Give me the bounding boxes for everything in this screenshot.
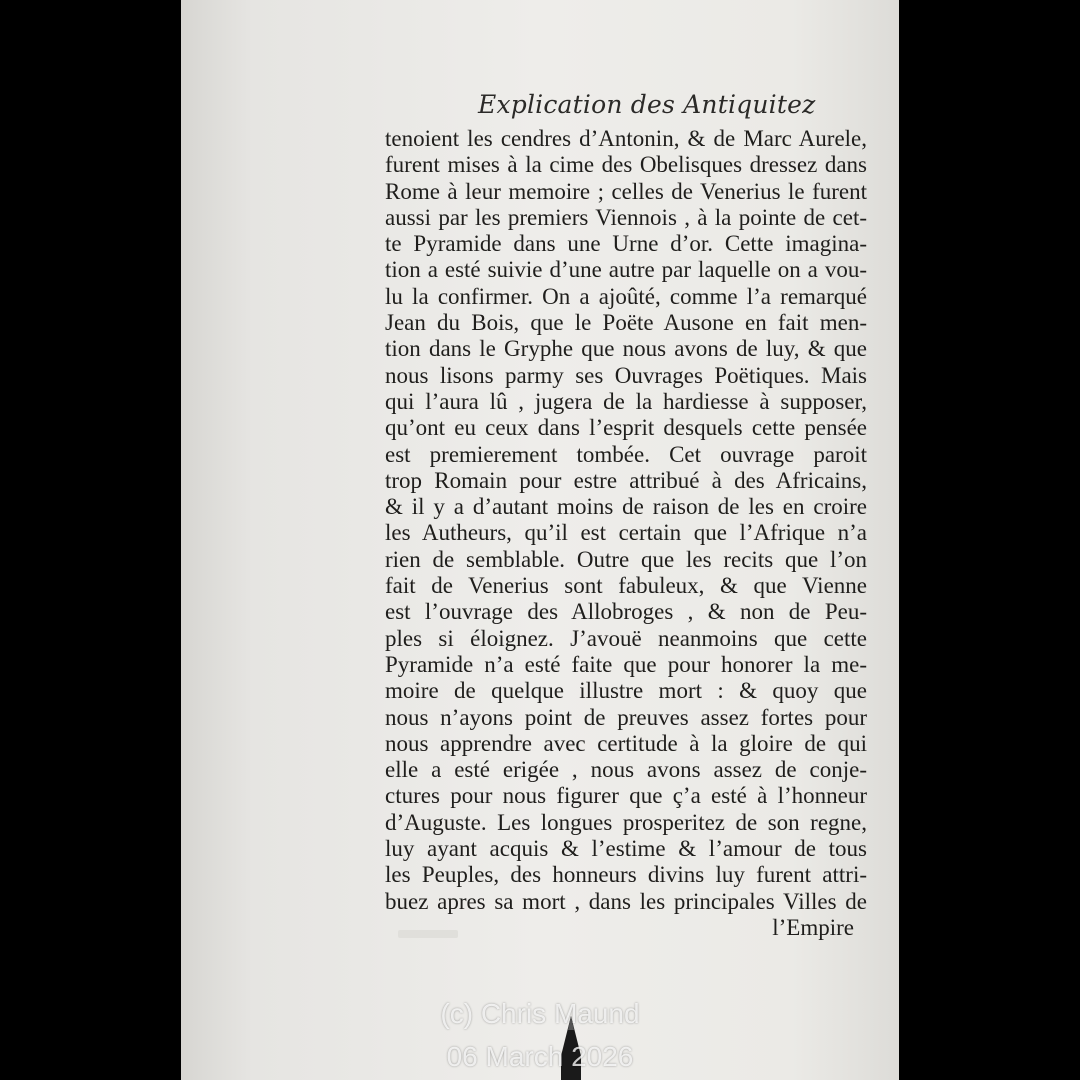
text-line: Rome à leur memoire ; celles de Venerius le furent: [385, 178, 867, 204]
running-head: Explication des Antiquitez: [478, 90, 816, 119]
text-line: les Peuples, des honneurs divins luy furent attri-: [385, 862, 867, 888]
text-line: Jean du Bois, que le Poëte Ausone en fait men-: [385, 310, 867, 336]
catchword: l’Empire: [772, 914, 854, 940]
text-line: nous apprendre avec certitude à la gloire de qui: [385, 730, 867, 756]
text-line: d’Auguste. Les longues prosperitez de son regne,: [385, 809, 867, 835]
text-line: ples si éloignez. J’avouë neanmoins que cette: [385, 625, 867, 651]
text-line: nous n’ayons point de preuves assez fortes pour: [385, 704, 867, 730]
text-line: qu’ont eu ceux dans l’esprit desquels cette pensée: [385, 415, 867, 441]
show-through-mark: [398, 930, 458, 938]
text-line: tion a esté suivie d’une autre par laquelle on a vou-: [385, 257, 867, 283]
text-line: & il y a d’autant moins de raison de les en croire: [385, 494, 867, 520]
text-line: est l’ouvrage des Allobroges , & non de Peu-: [385, 599, 867, 625]
text-line: rien de semblable. Outre que les recits que l’on: [385, 546, 867, 572]
text-line: moire de quelque illustre mort : & quoy que: [385, 678, 867, 704]
text-line: aussi par les premiers Viennois , à la pointe de cet-: [385, 204, 867, 230]
text-line: tion dans le Gryphe que nous avons de luy, & que: [385, 336, 867, 362]
text-line: elle a esté erigée , nous avons assez de conje-: [385, 757, 867, 783]
watermark-credit: (c) Chris Maund: [440, 998, 640, 1029]
text-line: les Autheurs, qu’il est certain que l’Afrique n’a: [385, 520, 867, 546]
text-line: qui l’aura lû , jugera de la hardiesse à supposer,: [385, 388, 867, 414]
text-line: est premierement tombée. Cet ouvrage paroit: [385, 441, 867, 467]
text-line: Pyramide n’a esté faite que pour honorer la me-: [385, 651, 867, 677]
page-body-text: [385, 126, 867, 941]
text-line: nous lisons parmy ses Ouvrages Poëtiques. Mais: [385, 362, 867, 388]
watermark-date: 06 March 2026: [446, 1041, 634, 1072]
text-line: te Pyramide dans une Urne d’or. Cette imagina-: [385, 231, 867, 257]
text-line: buez apres sa mort , dans les principales Villes de: [385, 888, 867, 914]
text-line: trop Romain pour estre attribué à des Africains,: [385, 467, 867, 493]
text-line: lu la confirmer. On a ajoûté, comme l’a remarqué: [385, 283, 867, 309]
text-line: furent mises à la cime des Obelisques dressez dans: [385, 152, 867, 178]
text-line: ctures pour nous figurer que ç’a esté à l’honneur: [385, 783, 867, 809]
text-line: luy ayant acquis & l’estime & l’amour de tous: [385, 836, 867, 862]
text-line: fait de Venerius sont fabuleux, & que Vienne: [385, 573, 867, 599]
text-line: tenoient les cendres d’Antonin, & de Marc Aurele,: [385, 126, 867, 151]
